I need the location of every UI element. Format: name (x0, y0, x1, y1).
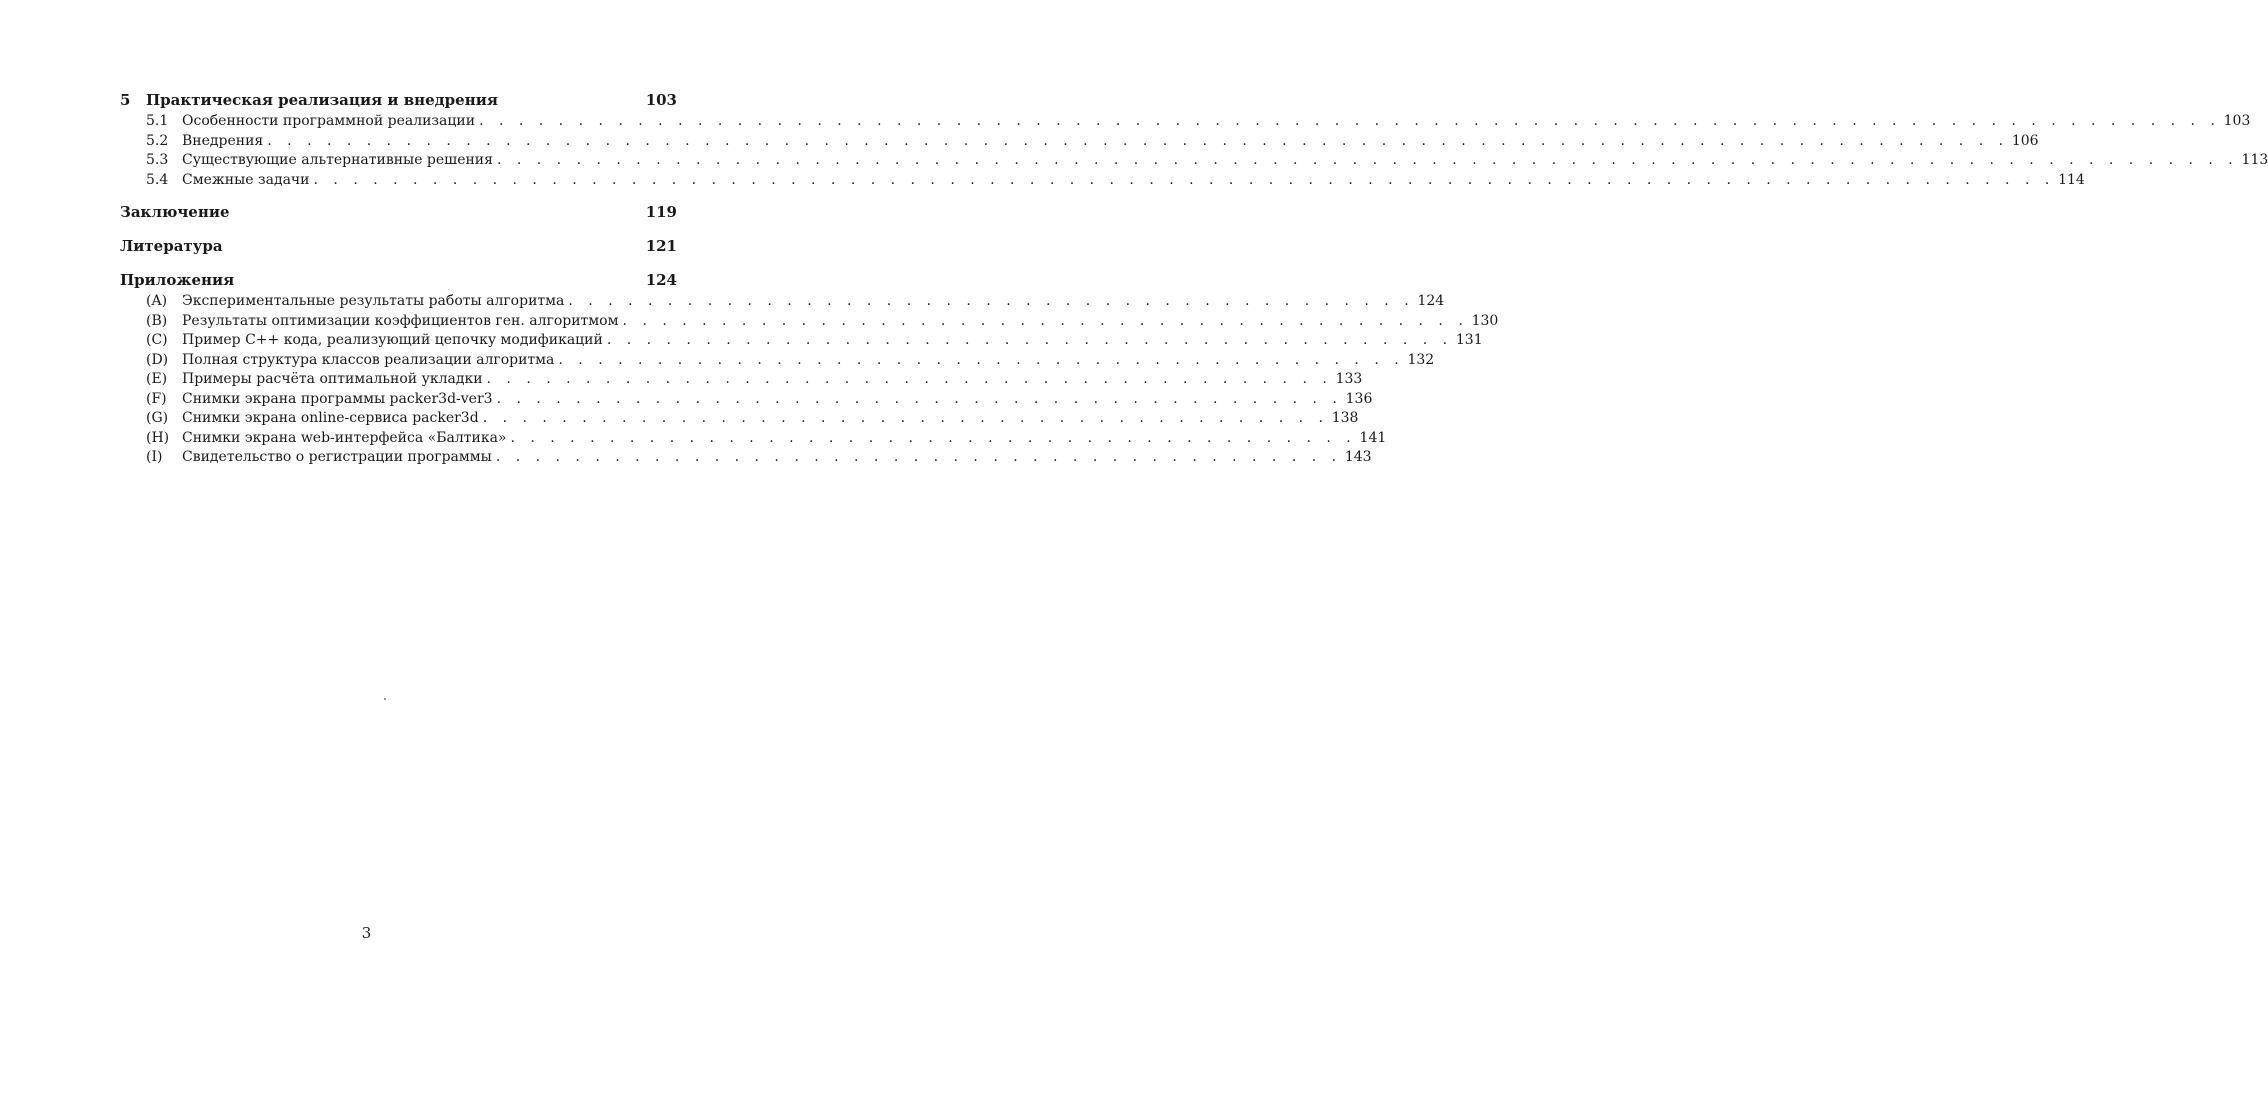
page-number: 3 (361, 924, 372, 942)
appendix-page: 131 (1455, 332, 1483, 348)
section-number: 5.2 (146, 132, 169, 149)
toc-appendix-c[interactable] (120, 331, 1483, 351)
appendix-letter: (E) (146, 371, 168, 387)
appendix-letter: (B) (146, 312, 168, 329)
section-number: 5.1 (146, 113, 169, 129)
appendix-letter: (C) (146, 332, 168, 348)
scan-speck (384, 698, 386, 700)
dot-leader: . . . . . . . . . . . . . . . . . . . . . . . . . . . . . . . . . . . . . . . . . . . . . . . . . . . . . . . . . . . . . . . . . . . . . . . . . . . . . . . . . . . . . . . . (313, 171, 2055, 188)
dot-leader: . . . . . . . . . . . . . . . . . . . . . . . . . . . . . . . . . . . . . . . . . . . (486, 371, 1333, 387)
toc-section-5-3[interactable] (120, 151, 2268, 171)
section-title: Внедрения (182, 132, 264, 149)
literature-title: Литература (120, 237, 223, 255)
toc-appendix-a[interactable] (120, 292, 1445, 312)
table-of-contents (120, 88, 2268, 468)
appendix-page: 130 (1471, 312, 1499, 329)
literature-page: 121 (645, 237, 677, 255)
dot-leader: . . . . . . . . . . . . . . . . . . . . . . . . . . . . . . . . . . . . . . . . . . . (510, 429, 1357, 446)
appendix-page: 132 (1407, 351, 1435, 368)
toc-appendix-i[interactable] (120, 448, 1372, 468)
appendix-letter: (A) (146, 293, 168, 309)
toc-appendix-h[interactable] (120, 429, 1387, 449)
appendix-letter: (H) (146, 429, 170, 446)
chapter-5-heading[interactable] (120, 88, 677, 112)
section-title: Особенности программной реализации (182, 113, 476, 129)
appendices-title: Приложения (120, 271, 235, 289)
toc-section-5-4[interactable] (120, 171, 2085, 191)
dot-leader: . . . . . . . . . . . . . . . . . . . . . . . . . . . . . . . . . . . . . . . . . . . . . . . . . . . . . . . . . . . . . . . . . . . . . . . . . . . . . . . . . . . . . . . . (267, 132, 2009, 149)
appendix-title: Пример C++ кода, реализующий цепочку модификаций (182, 332, 603, 348)
toc-appendix-e[interactable] (120, 370, 1363, 390)
dot-leader: . . . . . . . . . . . . . . . . . . . . . . . . . . . . . . . . . . . . . . . . . . . (622, 312, 1469, 329)
toc-section-5-2[interactable] (120, 132, 2039, 152)
literature-heading[interactable] (120, 234, 677, 258)
appendices-page: 124 (645, 271, 677, 289)
appendix-title: Снимки экрана программы packer3d-ver3 (182, 390, 493, 407)
dot-leader: . . . . . . . . . . . . . . . . . . . . . . . . . . . . . . . . . . . . . . . . . . . (495, 449, 1342, 465)
conclusion-heading[interactable] (120, 200, 677, 224)
appendix-title: Свидетельство о регистрации программы (182, 449, 492, 465)
appendices-heading[interactable] (120, 268, 677, 292)
section-number: 5.4 (146, 171, 169, 188)
dot-leader: . . . . . . . . . . . . . . . . . . . . . . . . . . . . . . . . . . . . . . . . . . . (558, 351, 1405, 368)
toc-appendix-f[interactable] (120, 390, 1373, 410)
appendix-page: 138 (1331, 410, 1359, 426)
appendix-title: Экспериментальные результаты работы алгоритма (182, 293, 565, 309)
dot-leader: . . . . . . . . . . . . . . . . . . . . . . . . . . . . . . . . . . . . . . . . . . . (482, 410, 1329, 426)
section-title: Существующие альтернативные решения (182, 152, 493, 168)
chapter-page: 103 (645, 91, 677, 109)
conclusion-page: 119 (645, 203, 677, 221)
dot-leader: . . . . . . . . . . . . . . . . . . . . . . . . . . . . . . . . . . . . . . . . . . . . . . . . . . . . . . . . . . . . . . . . . . . . . . . . . . . . . . . . . . . . . . . . (479, 113, 2221, 129)
appendix-title: Полная структура классов реализации алгоритма (182, 351, 555, 368)
section-page: 113 (2241, 152, 2268, 168)
dot-leader: . . . . . . . . . . . . . . . . . . . . . . . . . . . . . . . . . . . . . . . . . . . (568, 293, 1415, 309)
toc-section-5-1[interactable] (120, 112, 2251, 132)
appendix-title: Результаты оптимизации коэффициентов ген. алгоритмом (182, 312, 619, 329)
appendix-title: Снимки экрана web-интерфейса «Балтика» (182, 429, 507, 446)
appendix-page: 143 (1344, 449, 1372, 465)
toc-appendix-d[interactable] (120, 351, 1435, 371)
chapter-number: 5 (120, 91, 131, 109)
chapter-title: Практическая реализация и внедрения (146, 91, 498, 109)
appendix-letter: (D) (146, 351, 169, 368)
appendix-letter: (I) (146, 449, 163, 465)
appendix-page: 141 (1359, 429, 1387, 446)
toc-appendix-g[interactable] (120, 409, 1359, 429)
appendix-page: 124 (1417, 293, 1445, 309)
section-title: Смежные задачи (182, 171, 310, 188)
toc-appendix-b[interactable] (120, 312, 1499, 332)
dot-leader: . . . . . . . . . . . . . . . . . . . . . . . . . . . . . . . . . . . . . . . . . . . . . . . . . . . . . . . . . . . . . . . . . . . . . . . . . . . . . . . . . . . . . . . . (496, 152, 2239, 168)
section-page: 103 (2223, 113, 2251, 129)
appendix-title: Примеры расчёта оптимальной укладки (182, 371, 483, 387)
appendix-title: Снимки экрана online-сервиса packer3d (182, 410, 479, 426)
section-number: 5.3 (146, 152, 169, 168)
appendix-letter: (G) (146, 410, 169, 426)
appendix-page: 136 (1345, 390, 1373, 407)
conclusion-title: Заключение (120, 203, 230, 221)
appendix-letter: (F) (146, 390, 167, 407)
section-page: 114 (2058, 171, 2085, 188)
dot-leader: . . . . . . . . . . . . . . . . . . . . . . . . . . . . . . . . . . . . . . . . . . . (606, 332, 1453, 348)
appendix-page: 133 (1335, 371, 1363, 387)
section-page: 106 (2011, 132, 2039, 149)
dot-leader: . . . . . . . . . . . . . . . . . . . . . . . . . . . . . . . . . . . . . . . . . . . (496, 390, 1343, 407)
